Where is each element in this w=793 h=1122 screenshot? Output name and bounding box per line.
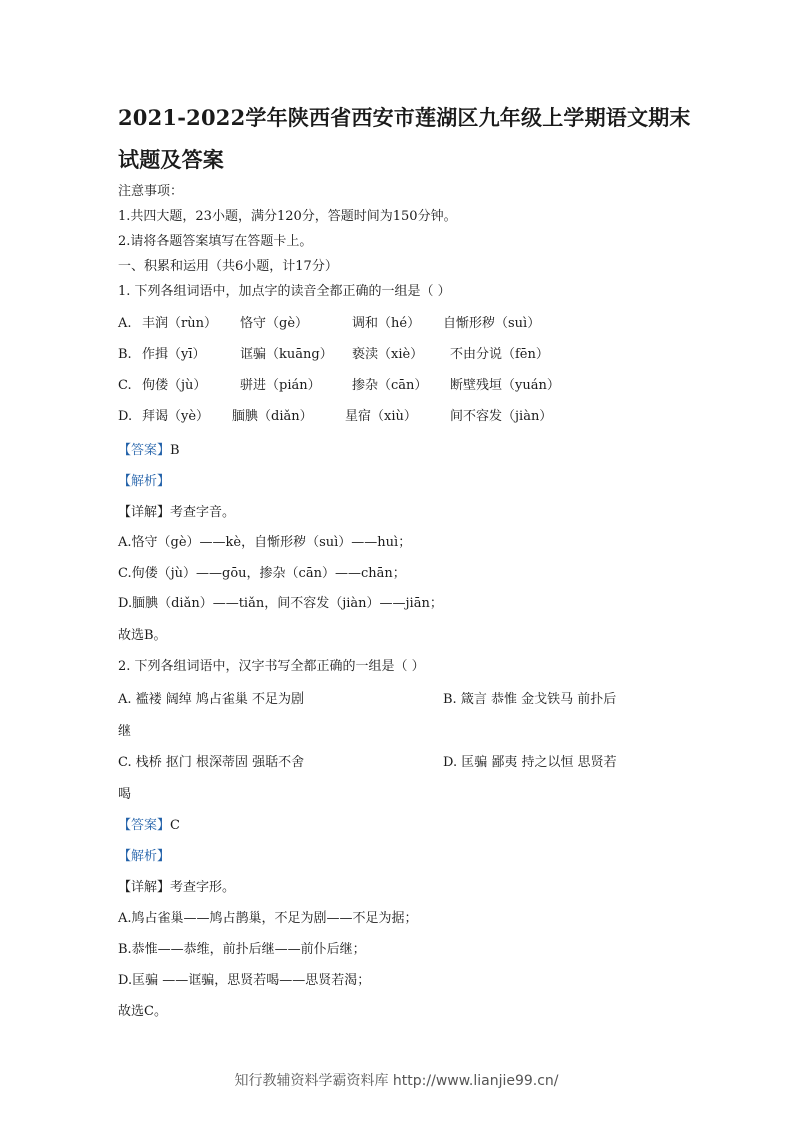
question-2-conclusion: 故选C。 — [118, 1004, 167, 1019]
question-2-option-c: C. 栈桥 抠门 根深蒂固 强聒不舍 — [118, 755, 305, 770]
question-2-answer — [118, 817, 180, 835]
notes-item-2: 2.请将各题答案填写在答题卡上。 — [118, 234, 313, 249]
option-word: 作揖（yī） — [142, 347, 206, 362]
question-2-option-a: A. 褴褛 阔绰 鸠占雀巢 不足为剧 — [118, 692, 305, 707]
question-2-explain-d: D.匡骗 ——诓骗，思贤若喝——思贤若渴； — [118, 973, 371, 988]
option-word: 不由分说（fēn） — [450, 347, 549, 362]
section-heading: 一、积累和运用（共6小题，计17分） — [118, 259, 338, 274]
option-word: 佝偻（jù） — [142, 378, 207, 393]
question-1-stem: 1. 下列各组词语中，加点字的读音全都正确的一组是（ ） — [118, 284, 451, 299]
question-1-explain-d: D.腼腆（diǎn）——tiǎn，间不容发（jiàn）——jiān； — [118, 596, 443, 611]
question-2-explain-b: B.恭惟——恭维，前扑后继——前仆后继； — [118, 942, 366, 957]
page-title-line2: 试题及答案 — [118, 147, 224, 172]
answer-value: B — [170, 443, 180, 458]
notes-item-1: 1.共四大题，23小题，满分120分，答题时间为150分钟。 — [118, 209, 457, 224]
option-word: 骈进（pián） — [240, 378, 321, 393]
footer-watermark: 知行教辅资料学霸资料库 http://www.lianjie99.cn/ — [234, 1073, 559, 1089]
question-2-option-d-cont: 喝 — [118, 787, 132, 802]
option-label: D. — [118, 409, 133, 424]
notes-heading: 注意事项： — [118, 184, 184, 199]
option-label: B. — [118, 347, 132, 362]
question-1-conclusion: 故选B。 — [118, 628, 167, 643]
question-2-stem: 2. 下列各组词语中，汉字书写全都正确的一组是（ ） — [118, 659, 425, 674]
question-1-analysis-tag: 【解析】 — [118, 474, 171, 489]
question-1-explain-a: A.恪守（gè）——kè，自惭形秽（suì）——huì； — [118, 535, 412, 550]
option-word: 间不容发（jiàn） — [450, 409, 553, 424]
page-title-line1: 2021-2022学年陕西省西安市莲湖区九年级上学期语文期末 — [118, 105, 691, 130]
option-word: 断壁残垣（yuán） — [450, 378, 560, 393]
question-2-option-d: D. 匡骗 鄙夷 持之以恒 思贤若 — [443, 755, 617, 770]
option-word: 拜谒（yè） — [142, 409, 210, 424]
option-word: 丰润（rùn） — [142, 316, 217, 331]
option-word: 调和（hé） — [352, 316, 421, 331]
question-2-option-b: B. 箴言 恭惟 金戈铁马 前扑后 — [443, 692, 617, 707]
question-1-explain-c: C.佝偻（jù）——gōu，掺杂（cān）——chān； — [118, 566, 406, 581]
answer-tag: 【答案】 — [118, 818, 171, 833]
answer-value: C — [170, 818, 180, 833]
option-label: C. — [118, 378, 132, 393]
option-word: 掺杂（cān） — [352, 378, 428, 393]
answer-tag: 【答案】 — [118, 443, 171, 458]
question-2-option-b-cont: 继 — [118, 724, 132, 739]
option-word: 自惭形秽（suì） — [443, 316, 541, 331]
question-2-explain-a: A.鸠占雀巢——鸠占鹊巢，不足为剧——不足为据； — [118, 911, 418, 926]
question-2-detail: 【详解】考查字形。 — [118, 880, 236, 895]
option-word: 腼腆（diǎn） — [232, 409, 313, 424]
option-label: A. — [118, 316, 132, 331]
option-word: 星宿（xiù） — [345, 409, 417, 424]
question-1-detail: 【详解】考查字音。 — [118, 505, 236, 520]
option-word: 亵渎（xiè） — [352, 347, 424, 362]
question-1-answer — [118, 442, 180, 460]
option-word: 恪守（gè） — [240, 316, 309, 331]
question-2-analysis-tag: 【解析】 — [118, 849, 171, 864]
option-word: 诓骗（kuāng） — [240, 347, 333, 362]
